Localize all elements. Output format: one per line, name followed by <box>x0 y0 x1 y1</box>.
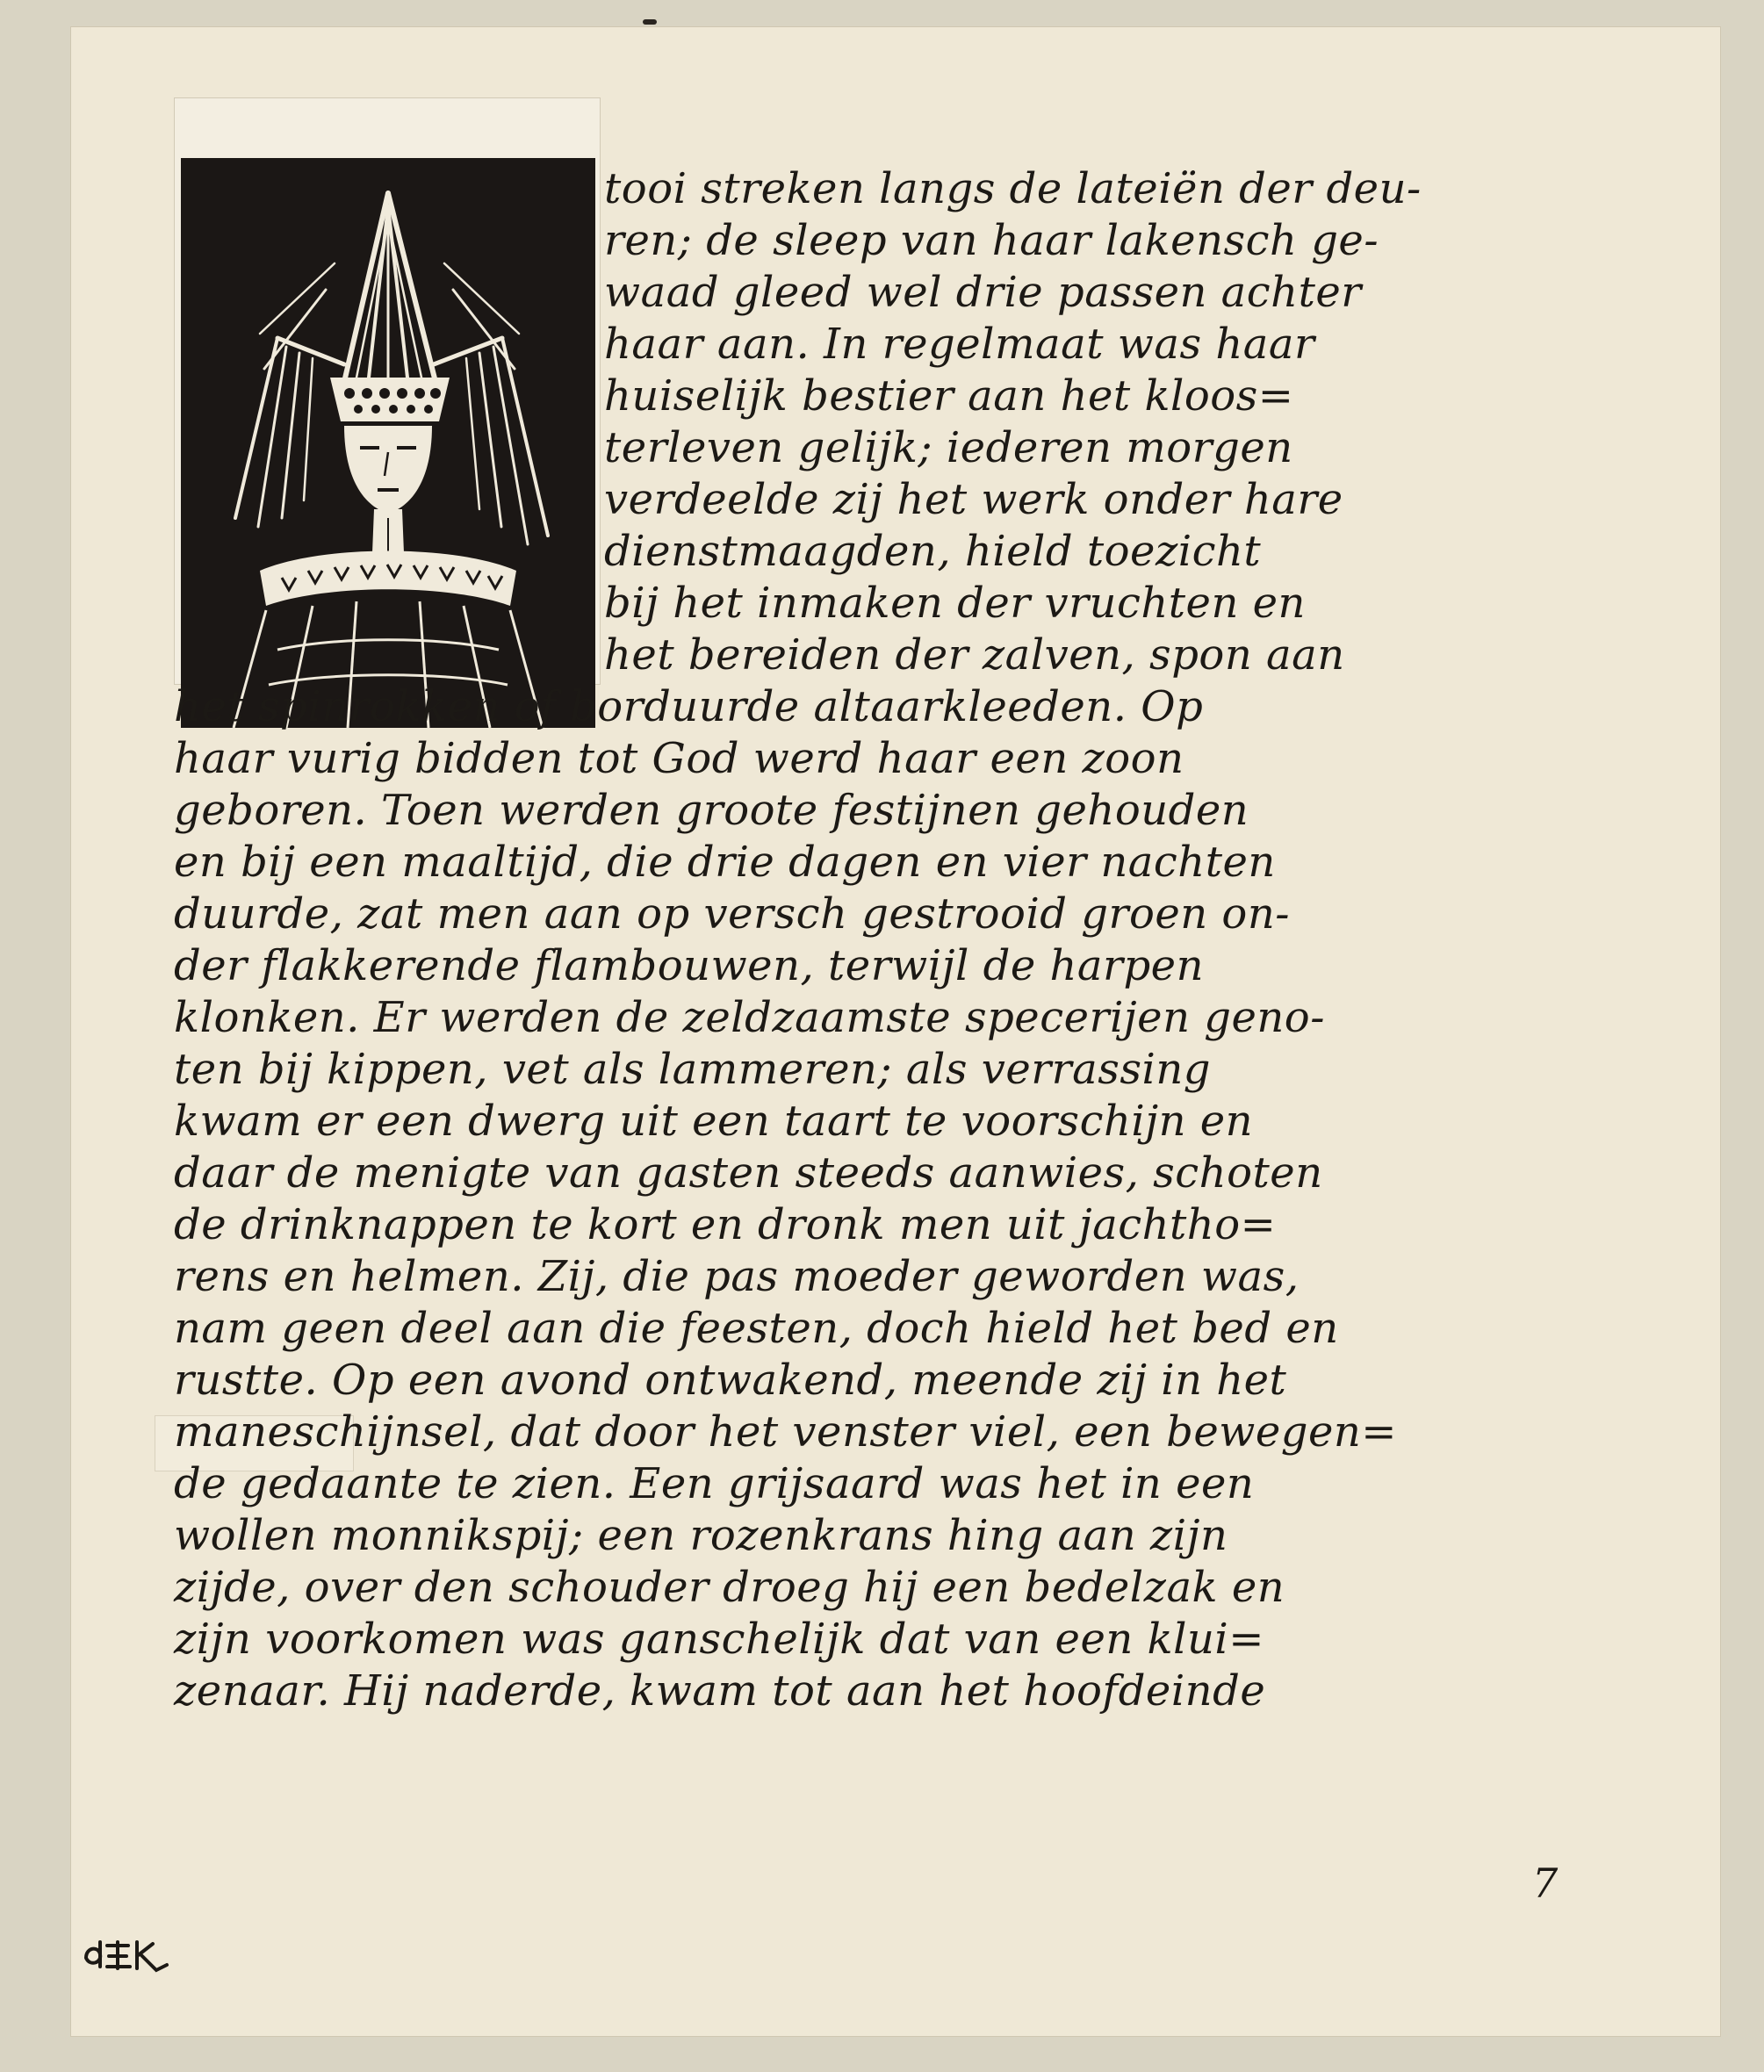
text-line: terleven gelijk; iederen morgen <box>604 423 1293 472</box>
text-line: de drinknappen te kort en dronk men uit jachtho= <box>174 1200 1277 1249</box>
text-line: daar de menigte van gasten steeds aanwies, schoten <box>174 1148 1323 1198</box>
text-line: verdeelde zij het werk onder hare <box>604 475 1343 524</box>
text-line: nam geen deel aan die feesten, doch hield het bed en <box>174 1304 1339 1353</box>
text-line: rens en helmen. Zij, die pas moeder geworden was, <box>174 1252 1300 1301</box>
monogram-signature-icon <box>79 1923 176 1984</box>
text-line: haar vurig bidden tot God werd haar een zoon <box>174 734 1184 783</box>
text-line: klonken. Er werden de zeldzaamste specerijen geno- <box>174 993 1325 1042</box>
woodcut-illustration <box>181 158 595 728</box>
text-line: zijn voorkomen was ganschelijk dat van een klui= <box>174 1615 1264 1664</box>
text-line: haar aan. In regelmaat was haar <box>604 320 1315 369</box>
text-line: huiselijk bestier aan het kloos= <box>604 371 1294 421</box>
text-line: zenaar. Hij naderde, kwam tot aan het hoofdeinde <box>174 1666 1266 1716</box>
text-line: en bij een maaltijd, die drie dagen en vier nachten <box>174 838 1276 887</box>
text-line: de gedaante te zien. Een grijsaard was het in een <box>174 1459 1255 1508</box>
text-line: kwam er een dwerg uit een taart te voorschijn en <box>174 1097 1254 1146</box>
text-line: geboren. Toen werden groote festijnen gehouden <box>174 786 1249 835</box>
text-line: tooi streken langs de lateiën der deu- <box>604 164 1422 213</box>
text-line: rustte. Op een avond ontwakend, meende zij in het <box>174 1356 1287 1405</box>
text-line: der flakkerende flambouwen, terwijl de harpen <box>174 941 1204 990</box>
ink-mark <box>643 19 657 25</box>
text-line: maneschijnsel, dat door het venster viel, een bewegen= <box>174 1407 1398 1457</box>
text-line: het spinrokken of borduurde altaarkleeden. Op <box>174 682 1204 731</box>
text-line: zijde, over den schouder droeg hij een bedelzak en <box>174 1563 1285 1612</box>
text-line: het bereiden der zalven, spon aan <box>604 630 1345 680</box>
woman-hennin-icon <box>181 158 595 728</box>
text-line: waad gleed wel drie passen achter <box>604 268 1362 317</box>
text-line: ren; de sleep van haar lakensch ge- <box>604 216 1379 265</box>
text-line: duurde, zat men aan op versch gestrooid groen on- <box>174 889 1290 939</box>
text-line: wollen monnikspij; een rozenkrans hing aan zijn <box>174 1511 1228 1560</box>
text-line: bij het inmaken der vruchten en <box>604 579 1306 628</box>
text-line: dienstmaagden, hield toezicht <box>604 527 1262 576</box>
text-line: ten bij kippen, vet als lammeren; als verrassing <box>174 1045 1211 1094</box>
page-number: 7 <box>1532 1860 1559 1907</box>
